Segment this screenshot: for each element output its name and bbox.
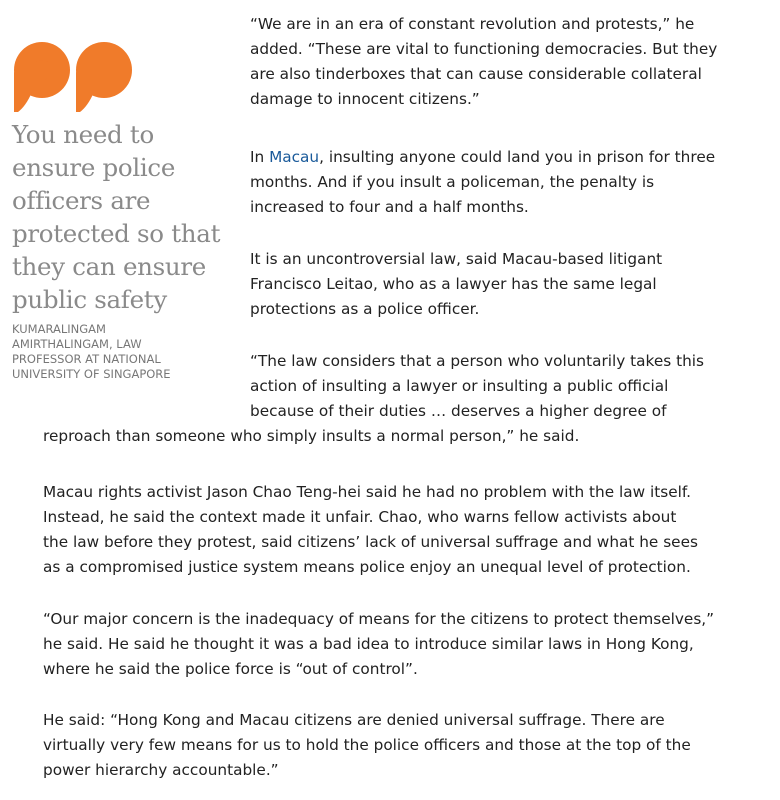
paragraph-5 xyxy=(43,480,698,580)
pullquote-line: ensure police xyxy=(12,153,176,182)
text-line: It is an uncontroversial law, said Macau-based litigant xyxy=(250,250,663,268)
text-line xyxy=(250,145,715,170)
pullquote-text xyxy=(12,118,227,316)
paragraph-7 xyxy=(43,708,691,783)
pullquote-line: protected so that xyxy=(12,219,221,248)
text-line: action of insulting a lawyer or insulting a public official xyxy=(250,377,669,395)
pullquote-line: public safety xyxy=(12,285,167,314)
text-line: as a compromised justice system means police enjoy an unequal level of protection. xyxy=(43,558,691,576)
paragraph-1 xyxy=(250,12,717,112)
text-line: added. “These are vital to functioning democracies. But they xyxy=(250,40,718,58)
text-line: virtually very few means for us to hold the police officers and those at the top of the xyxy=(43,736,691,754)
paragraph-6 xyxy=(43,607,714,682)
text-line: “The law considers that a person who voluntarily takes this xyxy=(250,352,705,370)
paragraph-2 xyxy=(250,145,715,220)
text-line: power hierarchy accountable.” xyxy=(43,761,279,779)
text-line: the law before they protest, said citizens’ lack of universal suffrage and what he sees xyxy=(43,533,698,551)
pullquote-line: they can ensure xyxy=(12,252,206,281)
text-line: because of their duties … deserves a higher degree of xyxy=(250,402,667,420)
text-line: Francisco Leitao, who as a lawyer has the same legal xyxy=(250,275,657,293)
text-line: where he said the police force is “out of control”. xyxy=(43,660,418,678)
text-line: damage to innocent citizens.” xyxy=(250,90,480,108)
attribution-line: UNIVERSITY OF SINGAPORE xyxy=(12,367,171,381)
text-rest: , insulting anyone could land you in prison for three xyxy=(319,148,716,166)
pullquote-line: You need to xyxy=(12,120,154,149)
text-line: Instead, he said the context made it unfair. Chao, who warns fellow activists about xyxy=(43,508,677,526)
pullquote-attribution xyxy=(12,322,227,382)
text-line: “We are in an era of constant revolution and protests,” he xyxy=(250,15,695,33)
text-line: are also tinderboxes that can cause considerable collateral xyxy=(250,65,702,83)
pullquote-line: officers are xyxy=(12,186,151,215)
text-line: he said. He said he thought it was a bad idea to introduce similar laws in Hong Kong, xyxy=(43,635,694,653)
text-line: reproach than someone who simply insults a normal person,” he said. xyxy=(43,427,580,445)
text-line: protections as a police officer. xyxy=(250,300,480,318)
attribution-line: KUMARALINGAM xyxy=(12,322,106,336)
quote-marks-icon xyxy=(12,32,142,112)
text-line: “Our major concern is the inadequacy of means for the citizens to protect themselves,” xyxy=(43,610,715,628)
text-line: increased to four and a half months. xyxy=(250,198,529,216)
paragraph-3 xyxy=(250,247,662,322)
attribution-line: AMIRTHALINGAM, LAW xyxy=(12,337,142,351)
text-line: He said: “Hong Kong and Macau citizens are denied universal suffrage. There are xyxy=(43,711,665,729)
macau-link[interactable]: Macau xyxy=(269,148,320,166)
attribution-line: PROFESSOR AT NATIONAL xyxy=(12,352,161,366)
text-line: Macau rights activist Jason Chao Teng-hei said he had no problem with the law itself. xyxy=(43,483,692,501)
text-lead: In xyxy=(250,148,270,166)
text-line: months. And if you insult a policeman, the penalty is xyxy=(250,173,655,191)
